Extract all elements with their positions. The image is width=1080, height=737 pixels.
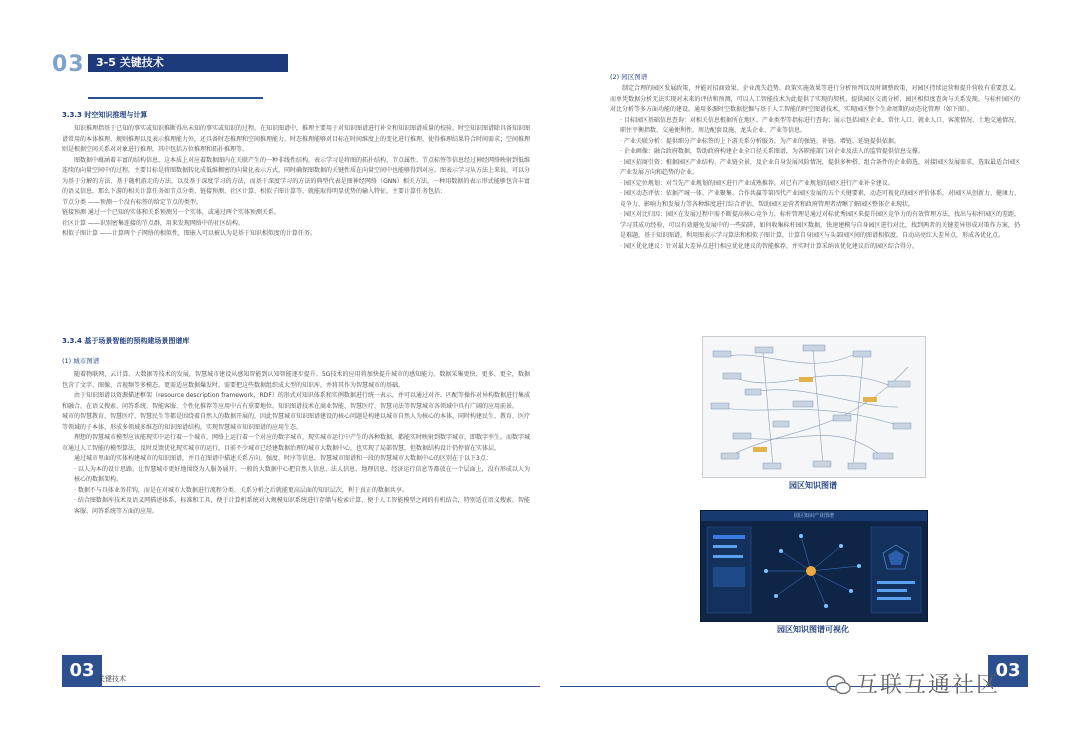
bullet: · — [620, 148, 624, 155]
right-body — [610, 84, 1020, 252]
paragraph: 理想的智慧城市模型应该能现实中运行着一个城市，网络上运行着一个对应的数字城市，现实城市运行中产生的各种数据，都能实时映射到数字城市，即数字孪生。而数字城市通过人工智能的模型算法，及时反馈优化现实城市的运行。目前不少城市已经建数据治理的城市大数据中心，也实现了局部智慧，但数据结构设计仍停留在实体层。 — [62, 434, 531, 452]
paragraph: 由于知识图谱以资源描述框架（resource description framework，RDF）的形式对知识体系和实例数据进行统一表示，并可以通过对齐、匹配等操作对异构数据进行集成和融合，在语义搜索、问答系统、智能客服、个性化推荐等应用中占有重要地位。知识图谱技术在商业智能、智慧医疗、智慧司法等智慧城市各领域中具有广阔的应用前景。 — [62, 392, 530, 410]
footer-section-label: 关键技术 — [98, 675, 126, 683]
list-item — [62, 486, 530, 497]
bullet: · — [620, 116, 624, 124]
dashboard-graphics — [701, 521, 927, 621]
paragraph: 制定合理的园区发展政策，并能对招商效果、企业流失趋势、政策实施效果等进行分析预判以及时调整政策，对园区持续运营和提升营收有重要意义。而单凭数据分析无法实现对未来的评估和预测，可以人工智能技术为此提供了实现的契机，提供园区交流分析、园区相似度查询与关系发现、与标杆园区的对比分析等多方面功能的建设。通用多源时空数据挖掘与基于人工智能的时空图谱技术，实现园区整个生命周期的动态化管理（如下图）。 — [610, 85, 1020, 113]
subheading-park-graph: (2) 园区图谱 — [610, 73, 648, 81]
paragraph: 图数据中蕴涵着丰富的结构信息，这本质上对应着数据图内在关联产生的一种非线性结构，表示学习是将图的拓扑结构、节点属性、节点标签等信息经过神经网络映射到低维连续的向量空间中的过程，主要目标是将图数据转化成低维稠密的向量化表示方式，同时确保图数据的关键性质在向量空间中也能够得到对应。图表示学习从方法上来说，可以分为基于分解的方法、基于随机游走的方法，以及基于深度学习的方法，而基于深度学习的方法的典型代表是图神经网络（GNN）相关方法。一种用数据的表示形式能够包含丰富的语义信息，那么下游的相关计算任务如节点分类、链接预测、社区计算、相似子图计算等，就能取得明显优势的输入特征。主要计算任务包括： — [62, 156, 531, 195]
list-item: 链接预测 通过一个已知的实体和关系预测另一个实体，或通过两个实体预测关系。 — [62, 209, 280, 216]
footer-rule-left — [100, 686, 540, 687]
bullet: · — [620, 211, 624, 218]
bullet: · — [620, 137, 624, 145]
list-item-text: 园区招商引资：根据园区产业结构、产业链全景，及企业自身发展风险情况，提供多种搭、组合条件的企业筛选，对接园区发展需求，选取最适合园区产业发展方向和趋势的企业。 — [620, 158, 1020, 176]
list-item: 社区计算 ——识别密集连接的节点群，用来发现网络中的社区结构。 — [62, 219, 244, 227]
dashboard-title: 园区知识产业图谱 — [701, 511, 927, 521]
list-item-text: 园区对比归因：园区在发展过程中需不断提高核心竞争力，标杆管理是通过对标优秀园区来提升园区竞争力的有效管理方法，找出与标杆园区的差距，学习其成功经验，可以有效避免发展中的一些陷阱，如何收集标杆园区数据，快速建模与自身园区进行对比，找到两者的关键差异形成对策作方案，仍是难题，基于知识图谱，利用图表示学习算法和相似子图计算，计算自身园区与头部园区间的图谱相似度，自动高亮红大差异点，形成各优化点。 — [620, 211, 1020, 239]
wechat-icon — [826, 674, 852, 696]
bullet: · — [620, 158, 624, 166]
park-graph-visualization-figure — [700, 510, 928, 622]
list-item-text: 目标园区基础信息查询：对相关信息根据所在地区、产业类型等指标进行查询；展示包括园区企业、常住人口、就业人口、客流情况、土地交通情况、职住平衡指数、交通便利性、周边配套设施、龙头企业、产业等信息。 — [620, 116, 1020, 134]
chapter-number: 03 — [52, 52, 85, 77]
list-item — [62, 496, 530, 517]
section-heading-334: 3.3.4 基于场景智能的预构建场景图谱库 — [62, 337, 190, 345]
header-rule — [88, 97, 263, 99]
list-item — [610, 137, 1020, 148]
list-item-text: 企业画像：融合政府数据，帮助政府构建企业全口径关系图谱，为各职能部门对企业及法人的监管提供信息支撑。 — [623, 148, 924, 155]
paragraph: 随着物联网、云计算、大数据等技术的发展，智慧城市建设从感知智能到认知智能逐步提升。5G技术的应用将加快提升城市的感知能力。数据采集更快、更多、更全，数据包含了文字、图像、音视频等多模态，更需适应数据爆发时，需要把这些数据组织成大型的知识库，并将其作为智慧城市的基础。 — [62, 371, 530, 389]
park-knowledge-graph-figure — [702, 336, 926, 478]
list-item — [610, 147, 1020, 158]
list-item — [610, 158, 1020, 179]
list-item: 节点分类 ——预测一个没有标签的给定节点的类型。 — [62, 198, 202, 206]
list-item — [610, 116, 1020, 137]
list-item-text: 园区定位规划：对当先产业规划的园区进行产业成熟推荐，对已有产业规划的园区进行产业补全建议。 — [623, 179, 894, 187]
bullet: · — [620, 190, 624, 197]
section-title-bar: 3-5 关键技术 — [88, 54, 288, 72]
paragraph: 通过城市里面的实体构建城市的知识图谱，并且在图谱中描述关系方向、强度、时序等信息，智慧城市图谱和一段的智慧城市大数据中心的区别在于以下3点： — [74, 455, 492, 462]
bullet: · — [74, 497, 78, 504]
list-item-text: 园区优化建议：针对最大差异点进行相应优化建议的智能推荐，并实时计算采纳该优化建议后的园区综合得分。 — [623, 242, 918, 250]
list-item-text: 数据不与具体业务挂钩，而是在对城市大数据进行流程分类、关系分析之后就能更高层面的知识层次，利于真正的数据共享。 — [77, 486, 408, 494]
list-item-text: 以人为本的设计思路。让智慧城市更好地围绕为人服务展开。一般的大数据中心把自然人信息、法人信息、地理信息、经济运行信息等都放在一个层面上，没有形成以人为核心的数据架构。 — [74, 465, 530, 483]
figure-caption: 园区知识图谱 — [789, 481, 837, 490]
left-body-2 — [62, 370, 530, 517]
section-heading-333: 3.3.3 时空知识推理与计算 — [62, 111, 148, 119]
bullet: · — [620, 179, 624, 187]
paragraph: 知识推理指基于已知的事实或知识推断得出未知的事实或知识的过程。在知识图谱中，推理主要用于对知识图谱进行补全和知识图谱质量的校验。时空知识图谱除具备知识图谱常用的本体推理、规则推理以及表示推理能力外，还具备时态推理和空间推理能力。时态推理能够对目标在时间维度上的变化进行推理，使得推理结果符合时间需求；空间推理则是根据空间关系对对象进行推理，其中包括方位推理和拓扑推理等。 — [62, 125, 531, 153]
list-item-text: 产业关联分析：提供细分产业标签的上下游关系分析服务，为产业的强链、补链、增链、延链提供依据。 — [623, 137, 900, 145]
graph-diagram — [703, 337, 925, 477]
list-item — [610, 189, 1020, 210]
paragraph: 城市的智慧教育、智慧医疗、智慧民生等都是围绕着自然人的数据开展的，因此智慧城市知识图谱建设的核心问题是构建以城市自然人为核心的本体，同时构建民生、教育、医疗等领域的子本体，形成多领域多维态的知识图谱结构，实现智慧城市知识图谱的应用生态。 — [62, 413, 531, 431]
figure-caption: 园区知识图谱可视化 — [777, 625, 849, 634]
list-item — [62, 465, 530, 486]
bullet: · — [74, 486, 78, 494]
list-item-text: 园区动态评估：依据产城一体、产业聚集、合作共赢等第四代产业园区发展的五个关键要素，动态可视化的园区评价体系，对园区从创新力、健康力、竞争力、影响力和发展力等各种维度进行综合评估，帮助园区运营者和政府管理者清晰了解园区整体企业现状。 — [620, 190, 1020, 208]
list-item — [610, 179, 1020, 190]
list-item — [610, 210, 1020, 242]
list-item: 相似子图计算 ——计算两个子网络的相似性，图嵌入可以被认为是基于知识相似度的计算任务。 — [62, 230, 316, 237]
left-body-1 — [62, 124, 530, 240]
subheading-city-graph: (1) 城市图谱 — [62, 357, 100, 365]
list-item-text: 结合图数据库技术及语义网描述体系、标准和工具，便于计算机系统对大规模知识系统进行存储与检索计算，便于人工智能模型之间的有机结合，特别适在语义搜索、智能客服、问答系统等方面的应用。 — [74, 497, 530, 515]
watermark-text: 互联互通社区 — [856, 673, 1001, 698]
bullet: · — [620, 242, 624, 250]
footer-page-number-left: 03 — [62, 655, 102, 687]
bullet: · — [74, 465, 78, 473]
footer-page-number-right: 03 — [988, 655, 1028, 687]
list-item — [610, 242, 1020, 253]
